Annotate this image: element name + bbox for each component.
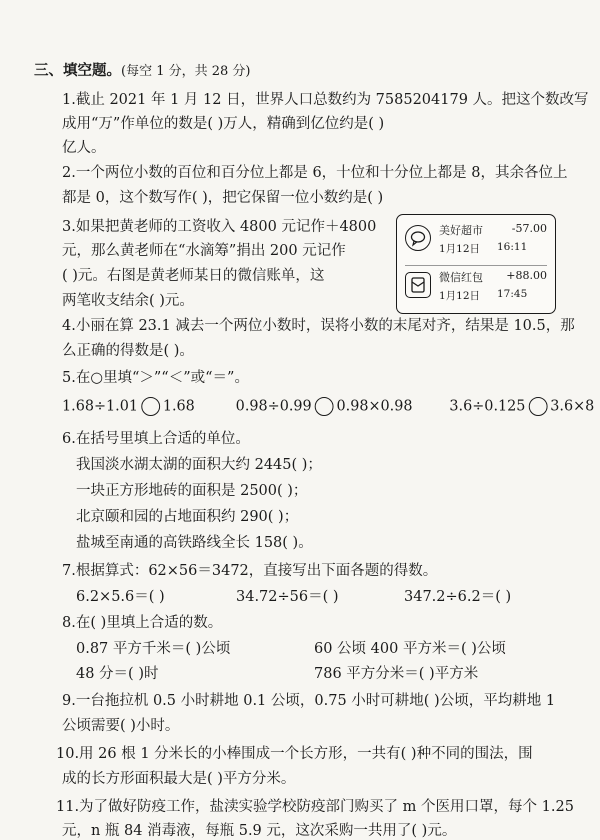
q6-item-2: 一块正方形地砖的面积是 2500( )； [76,483,308,499]
q5-expr-1-left: 1.68÷1.01 [62,398,139,415]
q3-line-2: 元，那么黄老师在“水滴筹”捐出 200 元记作 [62,243,346,259]
q11-line-2: 元，n 瓶 84 消毒液，每瓶 5.9 元，这次采购一共用了( )元。 [62,823,457,839]
section-score-note: (每空 1 分，共 28 分) [121,64,251,79]
q4-line-2: 么正确的得数是( )。 [62,343,194,359]
compare-circle[interactable] [315,397,334,416]
q3-line-4: 两笔收支结余( )元。 [62,293,194,309]
q7-item-2: 34.72÷56＝( ) [236,589,339,605]
red-envelope-icon [405,272,431,298]
q4-line-1: 4.小丽在算 23.1 减去一个两位小数时，误将小数的末尾对齐，结果是 10.5，那 [62,318,575,334]
compare-circle[interactable] [141,397,160,416]
q3-line-1: 3.如果把黄老师的工资收入 4800 元记作＋4800 [62,219,377,235]
q7-item-1: 6.2×5.6＝( ) [76,589,165,605]
q10-line-2: 成的长方形面积最大是( )平方分米。 [62,771,296,787]
bill-entry-time: 16:11 [497,241,528,253]
bill-entry-time: 17:45 [497,288,528,300]
q8-item-2: 60 公顷 400 平方米＝( )公顷 [314,641,506,657]
q9-line-2: 公顷需要( )小时。 [62,718,180,734]
bill-entry-name: 微信红包 [439,271,483,284]
q5-expr-3-right: 3.6×8 [550,398,595,415]
bill-entry-amount: -57.00 [511,222,547,235]
q8-instruction: 8.在( )里填上合适的数。 [62,615,223,631]
q1-line-1: 1.截止 2021 年 1 月 12 日，世界人口总数约为 7585204179 人。把这个数改写 [62,92,589,108]
bill-entry-date: 1月12日 [439,243,481,255]
q2-line-2: 都是 0，这个数写作( )，把它保留一位小数约是( ) [62,190,384,206]
q6-item-1: 我国淡水湖太湖的面积大约 2445( )； [76,457,322,473]
q8-item-1: 0.87 平方千米＝( )公顷 [76,641,231,657]
q5-expr-2-right: 0.98×0.98 [336,398,413,415]
bill-entry-red-packet [405,267,549,307]
q2-line-1: 2.一个两位小数的百位和百分位上都是 6，十位和十分位上都是 8，其余各位上 [62,165,568,181]
q1-line-2: 成用“万”作单位的数是( )万人，精确到亿位约是( ) [62,116,385,132]
q1-line-3: 亿人。 [62,140,106,156]
q10-line-1: 10.用 26 根 1 分米长的小棒围成一个长方形，一共有( )种不同的围法，围 [56,746,533,762]
chat-bubble-icon [405,225,431,251]
q5-expr-3-left: 3.6÷0.125 [449,398,526,415]
q6-instruction: 6.在括号里填上合适的单位。 [62,431,250,447]
q5-expression-row [62,397,594,416]
q5-instruction: 5.在○里填“＞”“＜”或“＝”。 [62,370,249,386]
bill-entry-supermarket [405,220,549,260]
compare-circle[interactable] [528,397,547,416]
q8-item-3: 48 分＝( )时 [76,666,159,682]
bill-entry-date: 1月12日 [439,290,481,302]
q6-item-4: 盐城至南通的高铁路线全长 158( )。 [76,535,313,551]
q6-item-3: 北京颐和园的占地面积约 290( )； [76,509,299,525]
q8-item-4: 786 平方分米＝( )平方米 [314,666,479,682]
bill-entry-amount: +88.00 [506,269,547,282]
q5-expr-2-left: 0.98÷0.99 [235,398,312,415]
bill-entry-name: 美好超市 [439,224,483,237]
q5-expr-1-right: 1.68 [162,398,195,415]
wechat-bill-figure [396,214,556,314]
bill-divider [405,265,547,266]
section-title [34,62,251,81]
q7-instruction: 7.根据算式：62×56＝3472，直接写出下面各题的得数。 [62,563,438,579]
q9-line-1: 9.一台拖拉机 0.5 小时耕地 0.1 公顷，0.75 小时可耕地( )公顷，平均耕地 1 [62,693,556,709]
section-heading: 三、填空题。 [34,62,121,79]
q3-line-3: ( )元。右图是黄老师某日的微信账单，这 [62,268,325,284]
q7-item-3: 347.2÷6.2＝( ) [404,589,512,605]
q11-line-1: 11.为了做好防疫工作，盐渎实验学校防疫部门购买了 m 个医用口罩，每个 1.25 [56,799,574,815]
